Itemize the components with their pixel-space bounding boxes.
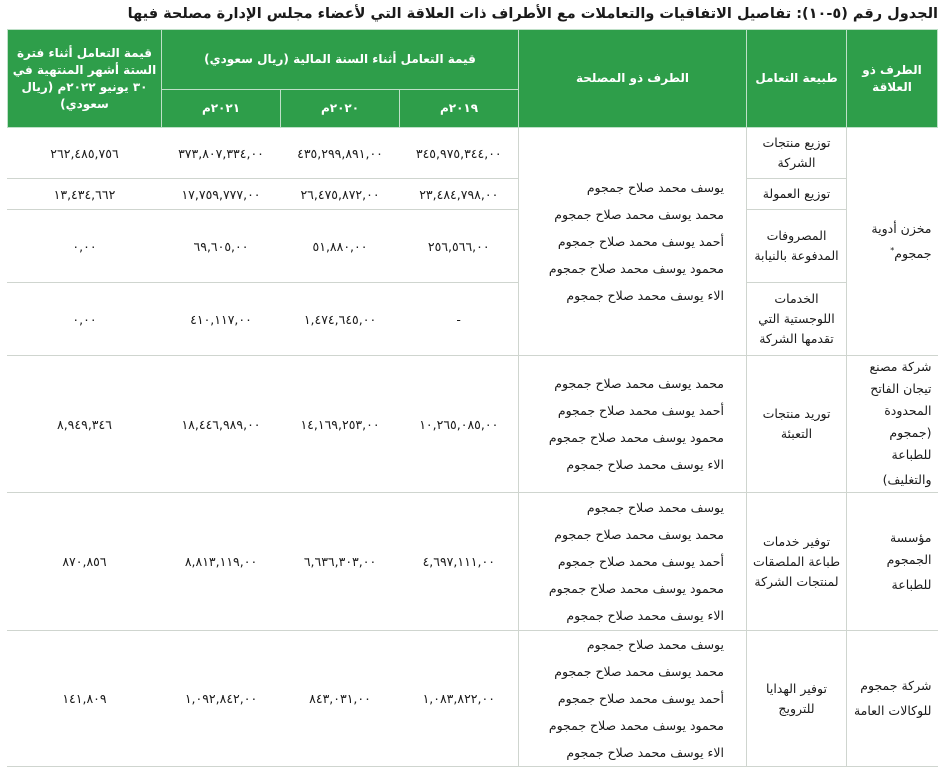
interested-person: الاء يوسف محمد صلاح جمجوم xyxy=(566,745,724,760)
transaction-nature: توزيع العمولة xyxy=(747,179,847,210)
value-h1-2022: ٨,٩٤٩,٣٤٦ xyxy=(7,356,161,493)
interested-person: محمد يوسف محمد صلاح جمجوم xyxy=(554,376,724,391)
interested-person: الاء يوسف محمد صلاح جمجوم xyxy=(566,457,724,472)
interested-parties xyxy=(519,356,747,493)
value-y2021: ١٨,٤٤٦,٩٨٩,٠٠ xyxy=(161,356,280,493)
transaction-nature: توزيع منتجات الشركة xyxy=(747,128,847,179)
header-interest: الطرف ذو المصلحة xyxy=(519,30,747,128)
table-row xyxy=(7,128,937,179)
table-row xyxy=(7,493,937,631)
table-row xyxy=(7,356,937,493)
related-party-table xyxy=(7,29,938,767)
table-row xyxy=(7,631,937,767)
related-party-label: شركة مصنع تيجان الفاتح المحدودة (جمجوم للطباعة والتغليف) xyxy=(869,359,932,488)
related-party-name xyxy=(847,631,938,767)
table-row xyxy=(7,179,937,210)
header-year-2019: ٢٠١٩م xyxy=(400,90,519,128)
interested-person: يوسف محمد صلاح جمجوم xyxy=(586,500,724,515)
table-title: الجدول رقم (٥-١٠): تفاصيل الاتفاقيات والتعاملات مع الأطراف ذات العلاقة التي لأعضاء مجلس الإدارة مصلحة فيها xyxy=(127,6,938,22)
related-party-label: شركة جمجوم للوكالات العامة xyxy=(853,677,932,719)
interested-person: محمود يوسف محمد صلاح جمجوم xyxy=(548,430,724,445)
related-party-name xyxy=(847,128,938,356)
header-year-2021: ٢٠٢١م xyxy=(161,90,280,128)
value-y2019: - xyxy=(400,283,519,356)
value-y2020: ٨٤٣,٠٣١,٠٠ xyxy=(281,631,400,767)
value-h1-2022: ٨٧٠,٨٥٦ xyxy=(7,493,161,631)
interested-person: الاء يوسف محمد صلاح جمجوم xyxy=(566,608,724,623)
value-y2020: ٦,٦٣٦,٣٠٣,٠٠ xyxy=(281,493,400,631)
interested-person: محمود يوسف محمد صلاح جمجوم xyxy=(548,718,724,733)
related-party-name xyxy=(847,356,938,493)
value-h1-2022: ٠,٠٠ xyxy=(7,283,161,356)
table-row xyxy=(7,283,937,356)
interested-person: يوسف محمد صلاح جمجوم xyxy=(586,180,724,195)
value-y2021: ١٧,٧٥٩,٧٧٧,٠٠ xyxy=(161,179,280,210)
related-party-label: مخزن أدوية جمجوم xyxy=(871,220,932,262)
interested-person: أحمد يوسف محمد صلاح جمجوم xyxy=(557,691,724,706)
value-h1-2022: ٠,٠٠ xyxy=(7,210,161,283)
value-y2021: ٣٧٣,٨٠٧,٣٣٤,٠٠ xyxy=(161,128,280,179)
value-y2021: ١,٠٩٢,٨٤٢,٠٠ xyxy=(161,631,280,767)
value-y2021: ٤١٠,١١٧,٠٠ xyxy=(161,283,280,356)
interested-parties xyxy=(519,493,747,631)
transaction-nature: توفير خدمات طباعة الملصقات لمنتجات الشركة xyxy=(747,493,847,631)
interested-person: محمد يوسف محمد صلاح جمجوم xyxy=(554,664,724,679)
value-y2020: ١٤,١٦٩,٢٥٣,٠٠ xyxy=(281,356,400,493)
value-y2020: ٤٣٥,٢٩٩,٨٩١,٠٠ xyxy=(281,128,400,179)
header-year-2020: ٢٠٢٠م xyxy=(281,90,400,128)
value-h1-2022: ٢٦٢,٤٨٥,٧٥٦ xyxy=(7,128,161,179)
value-y2019: ٢٥٦,٥٦٦,٠٠ xyxy=(400,210,519,283)
interested-parties xyxy=(519,631,747,767)
interested-person: أحمد يوسف محمد صلاح جمجوم xyxy=(557,403,724,418)
value-h1-2022: ١٤١,٨٠٩ xyxy=(7,631,161,767)
interested-parties xyxy=(519,128,747,356)
header-party: الطرف ذو العلاقة xyxy=(847,30,938,128)
header-nature: طبيعة التعامل xyxy=(747,30,847,128)
value-y2020: ١,٤٧٤,٦٤٥,٠٠ xyxy=(281,283,400,356)
interested-person: أحمد يوسف محمد صلاح جمجوم xyxy=(557,554,724,569)
interested-person: محمد يوسف محمد صلاح جمجوم xyxy=(554,207,724,222)
transaction-nature: توريد منتجات التعبئة xyxy=(747,356,847,493)
value-y2019: ٤,٦٩٧,١١١,٠٠ xyxy=(400,493,519,631)
transaction-nature: توفير الهدايا للترويج xyxy=(747,631,847,767)
interested-person: يوسف محمد صلاح جمجوم xyxy=(586,637,724,652)
value-y2021: ٦٩,٦٠٥,٠٠ xyxy=(161,210,280,283)
value-y2020: ٢٦,٤٧٥,٨٧٢,٠٠ xyxy=(281,179,400,210)
table-row xyxy=(7,210,937,283)
interested-person: محمود يوسف محمد صلاح جمجوم xyxy=(548,581,724,596)
header-six-month: قيمة التعامل أثناء فترة الستة أشهر المنتهية في ٣٠ يونيو ٢٠٢٢م (ريال سعودي) xyxy=(7,30,161,128)
value-y2019: ١,٠٨٣,٨٢٢,٠٠ xyxy=(400,631,519,767)
table-body xyxy=(7,128,937,767)
transaction-nature: المصروفات المدفوعة بالنيابة xyxy=(747,210,847,283)
value-y2019: ١٠,٢٦٥,٠٨٥,٠٠ xyxy=(400,356,519,493)
related-party-name xyxy=(847,493,938,631)
value-h1-2022: ١٣,٤٣٤,٦٦٢ xyxy=(7,179,161,210)
value-y2021: ٨,٨١٣,١١٩,٠٠ xyxy=(161,493,280,631)
value-y2020: ٥١,٨٨٠,٠٠ xyxy=(281,210,400,283)
interested-person: محمد يوسف محمد صلاح جمجوم xyxy=(554,527,724,542)
interested-person: محمود يوسف محمد صلاح جمجوم xyxy=(548,261,724,276)
interested-person: الاء يوسف محمد صلاح جمجوم xyxy=(566,288,724,303)
transaction-nature: الخدمات اللوجستية التي تقدمها الشركة xyxy=(747,283,847,356)
interested-person: أحمد يوسف محمد صلاح جمجوم xyxy=(557,234,724,249)
footnote-mark: * xyxy=(890,245,895,255)
value-y2019: ٢٣,٤٨٤,٧٩٨,٠٠ xyxy=(400,179,519,210)
header-fy-value: قيمة التعامل أثناء السنة المالية (ريال سعودي) xyxy=(161,30,518,90)
related-party-label: مؤسسة الجمجوم للطباعة xyxy=(886,529,932,593)
value-y2019: ٣٤٥,٩٧٥,٣٤٤,٠٠ xyxy=(400,128,519,179)
